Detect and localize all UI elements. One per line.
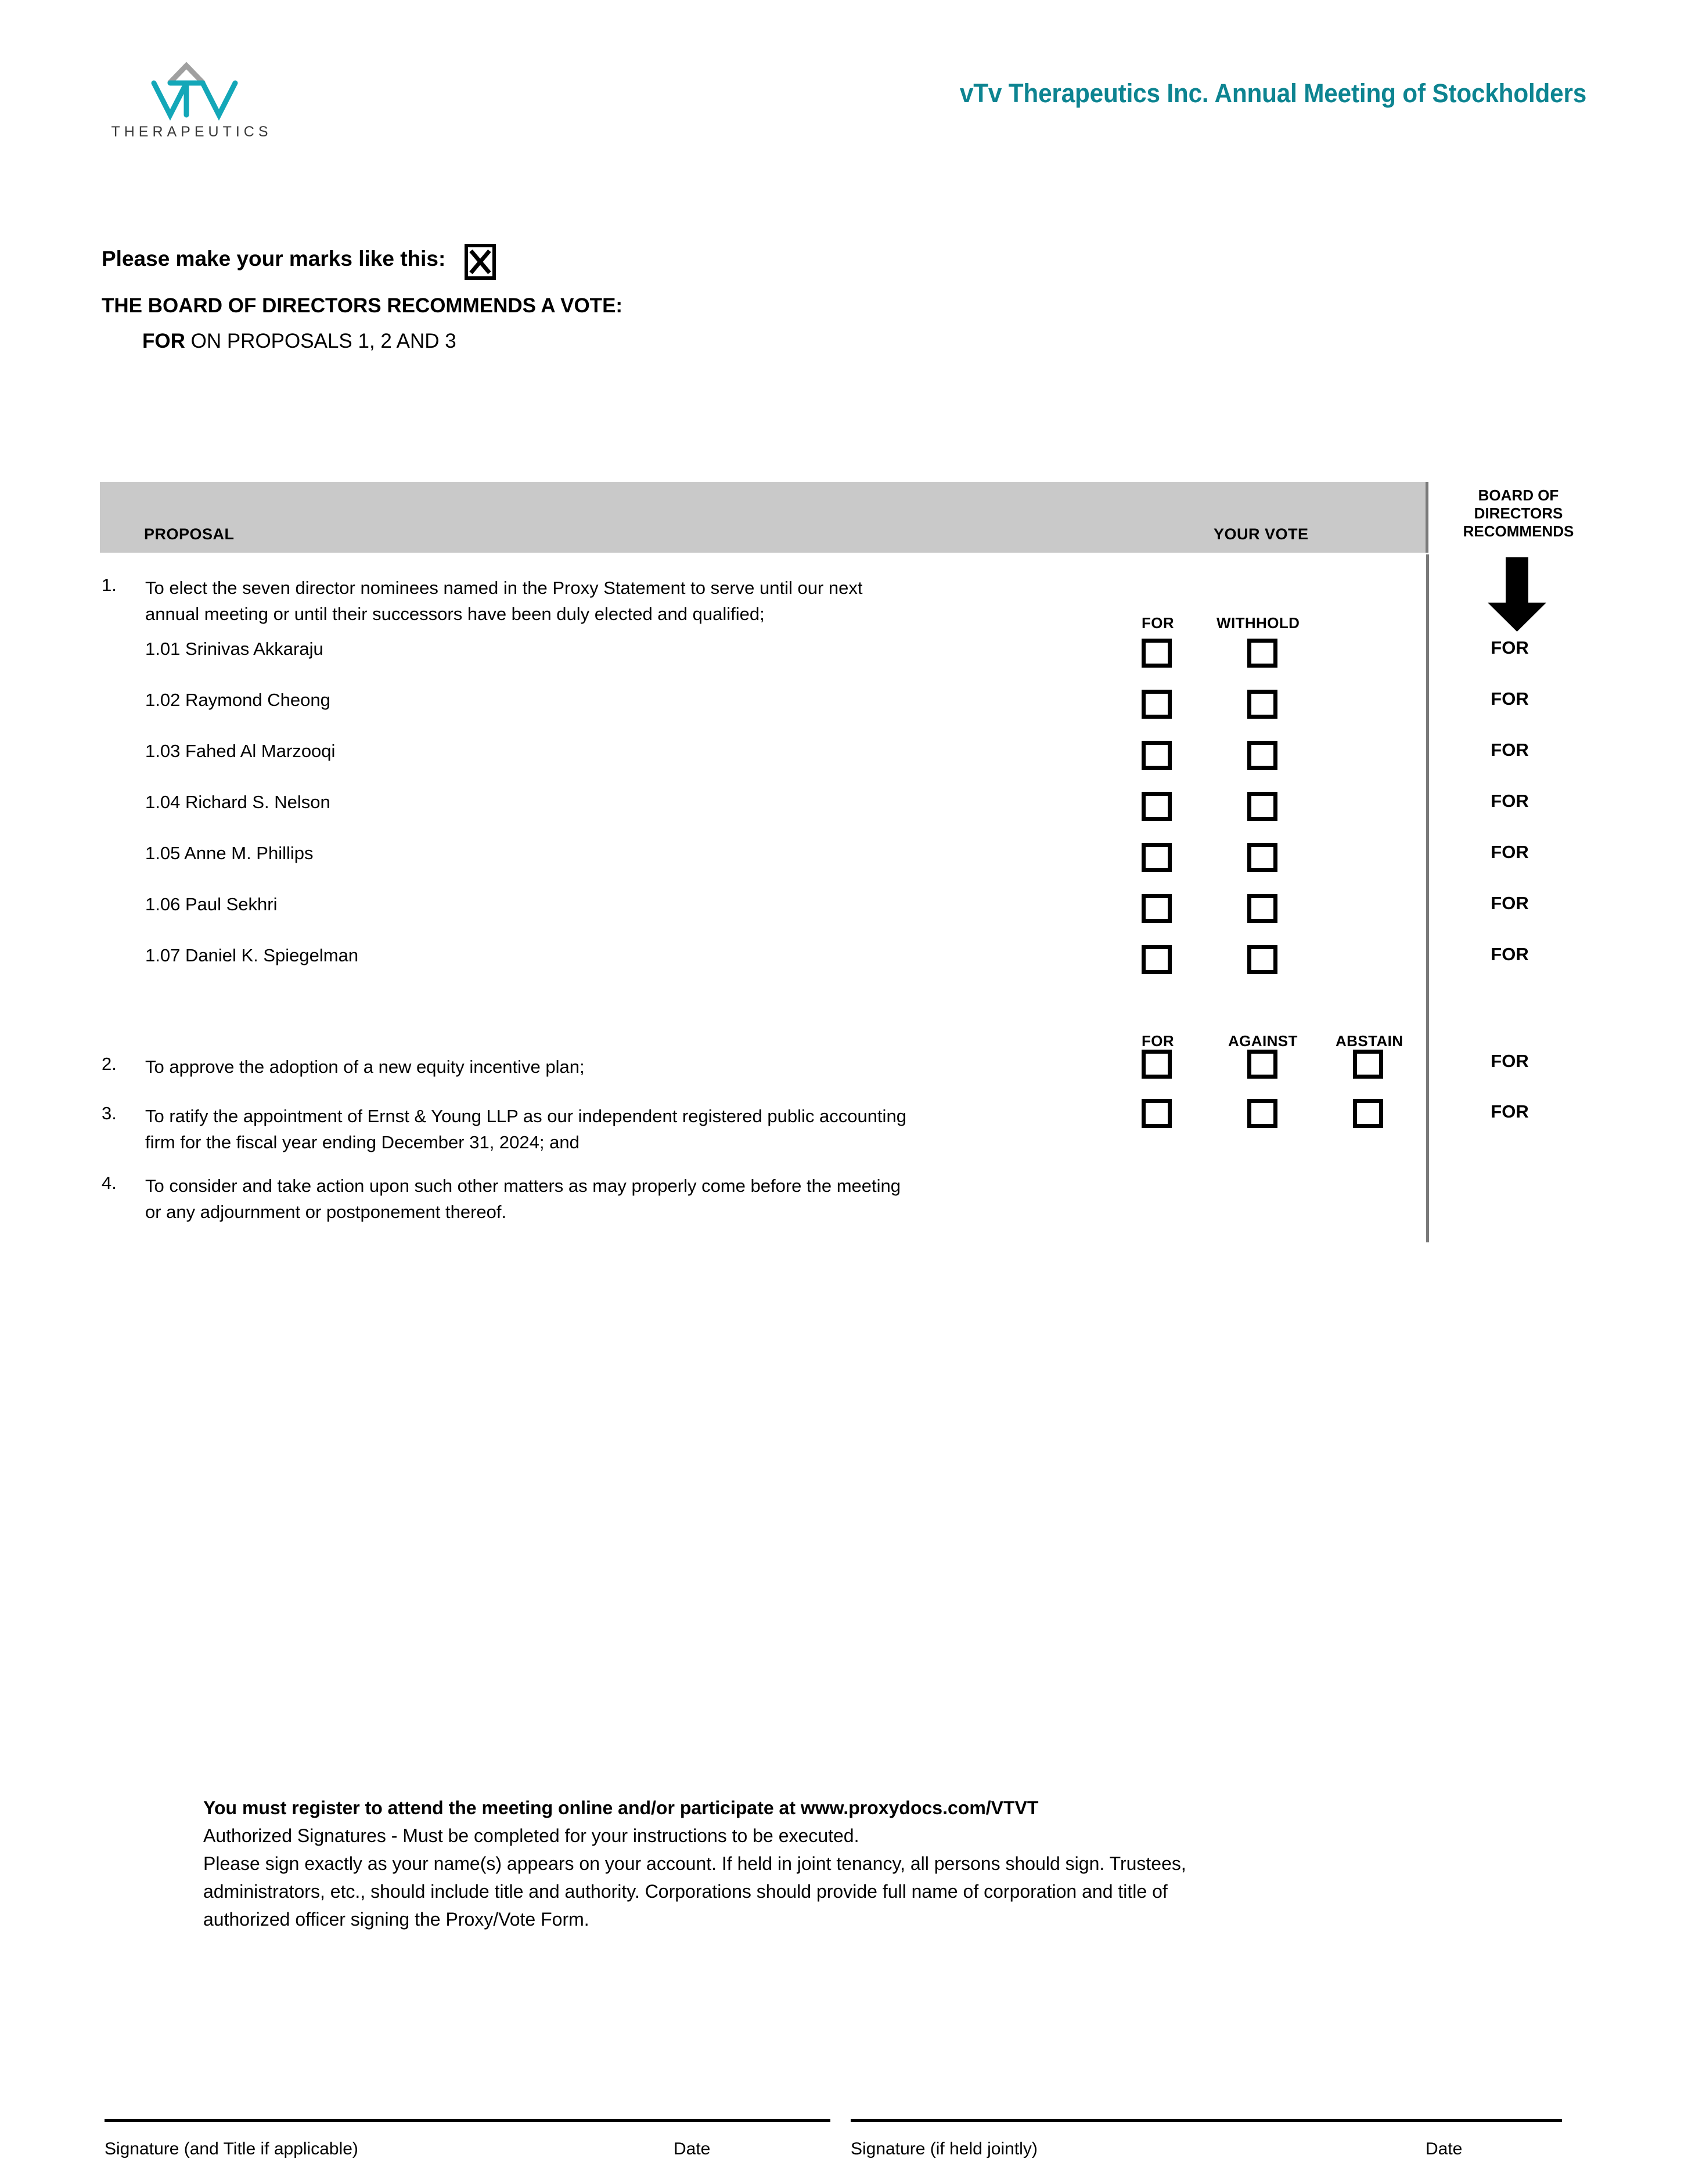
column-header-for-p2: FOR <box>1142 1032 1175 1050</box>
meeting-title: vTv Therapeutics Inc. Annual Meeting of Stockholders <box>959 78 1586 108</box>
checkbox-nominee-1-01-for[interactable] <box>1142 639 1172 668</box>
marks-instruction-label: Please make your marks like this: <box>102 247 446 271</box>
checkbox-nominee-1-05-withhold[interactable] <box>1247 843 1277 872</box>
for-keyword: FOR <box>142 330 185 352</box>
nominee-1-01-label: 1.01 Srinivas Akkaraju <box>145 639 323 659</box>
recommendation-nominee-1-01: FOR <box>1491 637 1529 658</box>
checkbox-nominee-1-03-withhold[interactable] <box>1247 741 1277 770</box>
checkbox-proposal-2-for[interactable] <box>1142 1050 1172 1079</box>
for-proposals-line <box>142 330 456 353</box>
column-header-board-recommends <box>1434 486 1603 540</box>
recommendation-proposal-2: FOR <box>1491 1051 1529 1071</box>
footer-sign-line-2: administrators, etc., should include title and authority. Corporations should provide full name of corporation and title of <box>203 1881 1168 1902</box>
proposal-1-number: 1. <box>102 575 117 595</box>
checkbox-proposal-3-against[interactable] <box>1247 1099 1277 1128</box>
recommendation-proposal-3: FOR <box>1491 1101 1529 1122</box>
column-header-against-p2: AGAINST <box>1228 1032 1298 1050</box>
signature-date-label-right: Date <box>1426 2139 1463 2158</box>
signature-label-right: Signature (if held jointly) <box>851 2139 1038 2158</box>
nominee-1-06-label: 1.06 Paul Sekhri <box>145 894 278 914</box>
recommendation-nominee-1-02: FOR <box>1491 689 1529 709</box>
signature-line-left[interactable] <box>105 2119 830 2122</box>
proposal-1-text-line-1: To elect the seven director nominees named in the Proxy Statement to serve until our next <box>145 578 863 598</box>
vtv-therapeutics-logo <box>110 55 273 142</box>
proposal-1-text-line-2: annual meeting or until their successors have been duly elected and qualified; <box>145 604 765 624</box>
logo-wordmark: THERAPEUTICS <box>111 124 272 140</box>
proposal-4-text-line-1: To consider and take action upon such other matters as may properly come before the meeting <box>145 1176 901 1196</box>
proposal-3-text-line-2: firm for the fiscal year ending December 31, 2024; and <box>145 1132 580 1152</box>
checkbox-proposal-2-against[interactable] <box>1247 1050 1277 1079</box>
checkbox-nominee-1-04-withhold[interactable] <box>1247 792 1277 821</box>
down-arrow-icon <box>1487 557 1547 633</box>
for-proposals-rest: ON PROPOSALS 1, 2 AND 3 <box>185 330 456 352</box>
board-header-line-1: BOARD OF <box>1478 486 1559 504</box>
proposal-3-text-line-1: To ratify the appointment of Ernst & Young LLP as our independent registered public accounting <box>145 1106 906 1126</box>
proposal-4-number: 4. <box>102 1173 117 1193</box>
footer-sign-line-3: authorized officer signing the Proxy/Vote Form. <box>203 1909 589 1930</box>
checkbox-nominee-1-02-for[interactable] <box>1142 690 1172 719</box>
nominee-1-02-label: 1.02 Raymond Cheong <box>145 690 330 710</box>
checkbox-nominee-1-02-withhold[interactable] <box>1247 690 1277 719</box>
footer-authorized-line: Authorized Signatures - Must be completed for your instructions to be executed. <box>203 1825 859 1846</box>
recommendation-nominee-1-04: FOR <box>1491 791 1529 811</box>
nominee-1-04-label: 1.04 Richard S. Nelson <box>145 792 330 812</box>
column-header-for-p1: FOR <box>1142 614 1175 632</box>
mark-example-checkbox <box>465 244 496 280</box>
proposal-2-text-line-1: To approve the adoption of a new equity incentive plan; <box>145 1057 585 1077</box>
checkbox-proposal-3-abstain[interactable] <box>1353 1099 1383 1128</box>
checkbox-nominee-1-01-withhold[interactable] <box>1247 639 1277 668</box>
column-header-your-vote: YOUR VOTE <box>1214 525 1309 543</box>
vote-column-divider <box>1426 554 1429 1242</box>
signature-date-label-left: Date <box>674 2139 711 2158</box>
board-header-line-3: RECOMMENDS <box>1463 522 1574 540</box>
board-recommends-heading: THE BOARD OF DIRECTORS RECOMMENDS A VOTE: <box>102 294 623 317</box>
checkbox-nominee-1-06-withhold[interactable] <box>1247 894 1277 923</box>
checkbox-nominee-1-04-for[interactable] <box>1142 792 1172 821</box>
nominee-1-05-label: 1.05 Anne M. Phillips <box>145 843 314 863</box>
checkbox-nominee-1-03-for[interactable] <box>1142 741 1172 770</box>
nominee-1-07-label: 1.07 Daniel K. Spiegelman <box>145 945 359 965</box>
proposal-4-text <box>145 1173 1144 1225</box>
column-header-withhold-p1: WITHHOLD <box>1216 614 1300 632</box>
proposal-4-text-line-2: or any adjournment or postponement thereof. <box>145 1202 507 1222</box>
proposal-3-text <box>145 1103 1144 1155</box>
footer-register-line: You must register to attend the meeting online and/or participate at www.proxydocs.com/VTVT <box>203 1797 1039 1818</box>
table-header-divider <box>1426 482 1428 553</box>
signature-label-left: Signature (and Title if applicable) <box>105 2139 358 2158</box>
checkbox-proposal-3-for[interactable] <box>1142 1099 1172 1128</box>
checkbox-nominee-1-07-withhold[interactable] <box>1247 945 1277 974</box>
proposal-2-number: 2. <box>102 1054 117 1074</box>
signature-line-right[interactable] <box>851 2119 1562 2122</box>
column-header-proposal: PROPOSAL <box>144 525 235 543</box>
recommendation-nominee-1-07: FOR <box>1491 944 1529 964</box>
proposal-3-number: 3. <box>102 1103 117 1123</box>
proposal-2-text <box>145 1054 1132 1080</box>
proposal-1-text <box>145 575 1132 627</box>
checkbox-nominee-1-05-for[interactable] <box>1142 843 1172 872</box>
recommendation-nominee-1-05: FOR <box>1491 842 1529 862</box>
recommendation-nominee-1-03: FOR <box>1491 740 1529 760</box>
recommendation-nominee-1-06: FOR <box>1491 893 1529 913</box>
checkbox-proposal-2-abstain[interactable] <box>1353 1050 1383 1079</box>
vtv-logo-mark <box>110 55 273 125</box>
footer-instructions <box>203 1794 1469 1933</box>
column-header-abstain-p2: ABSTAIN <box>1336 1032 1403 1050</box>
checkbox-nominee-1-06-for[interactable] <box>1142 894 1172 923</box>
x-mark-icon <box>468 247 492 276</box>
footer-sign-line-1: Please sign exactly as your name(s) appears on your account. If held in joint tenancy, all persons should sign. Trustees, <box>203 1853 1186 1874</box>
board-header-line-2: DIRECTORS <box>1474 504 1563 522</box>
nominee-1-03-label: 1.03 Fahed Al Marzooqi <box>145 741 336 761</box>
checkbox-nominee-1-07-for[interactable] <box>1142 945 1172 974</box>
